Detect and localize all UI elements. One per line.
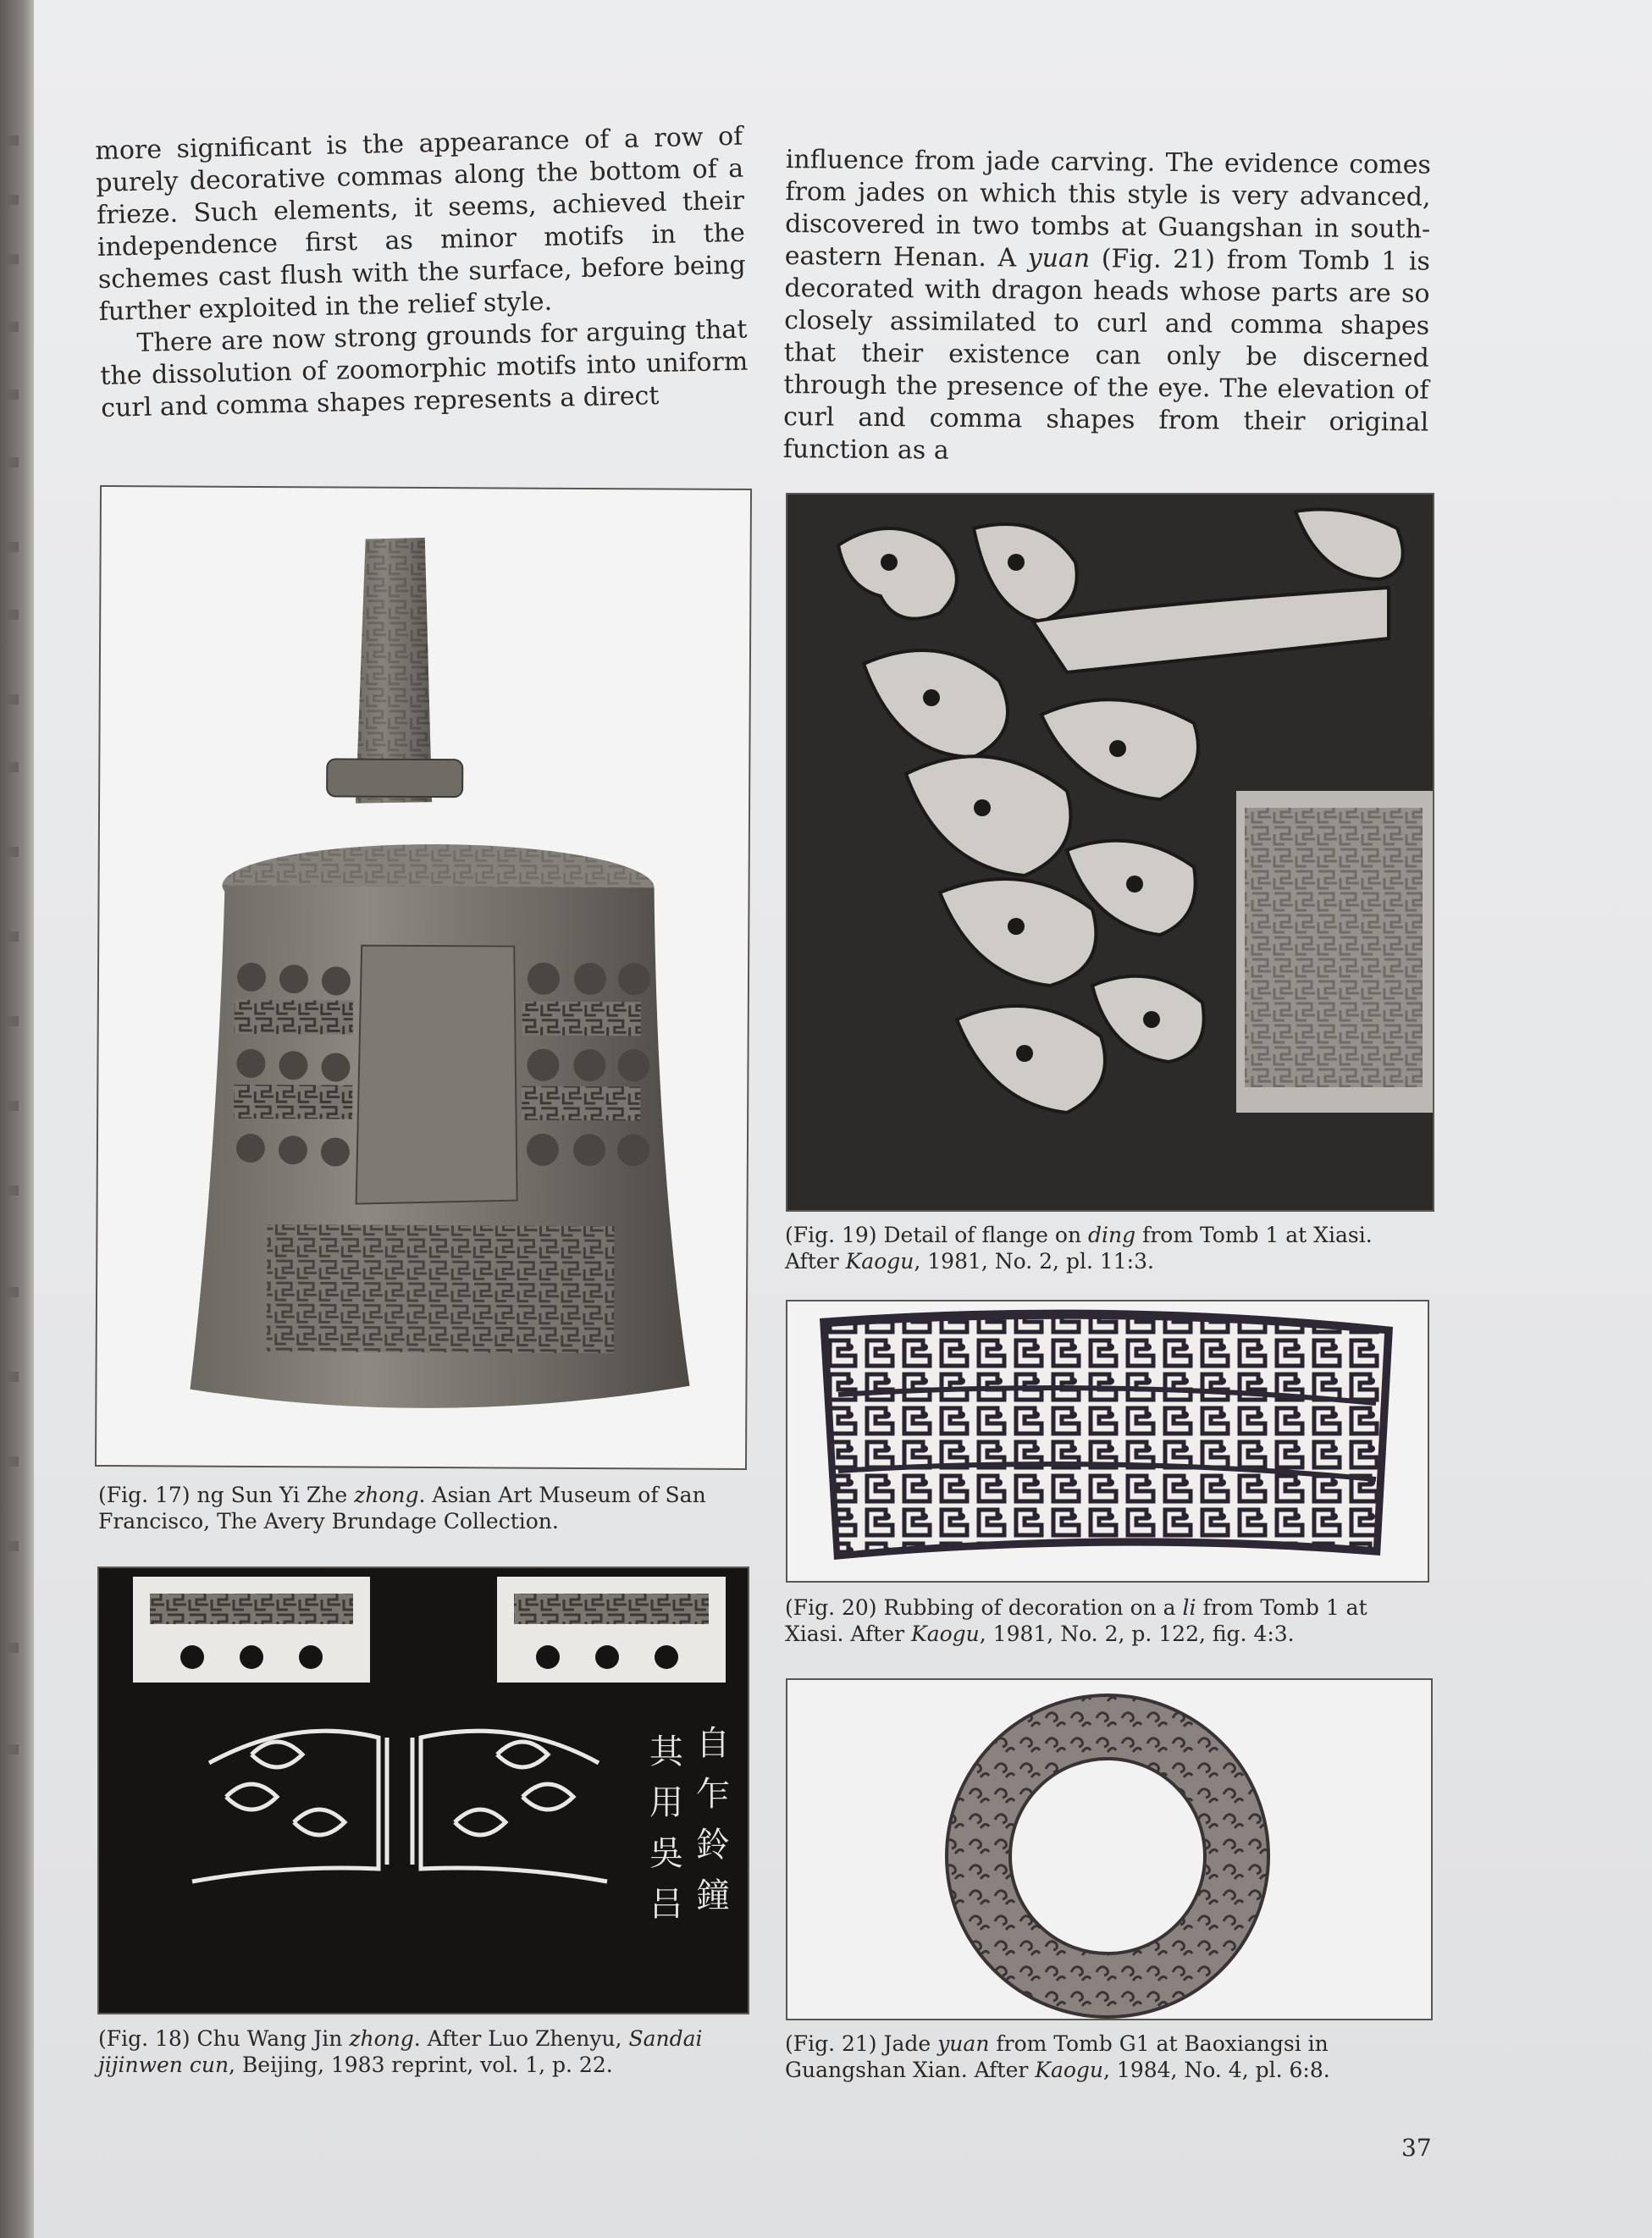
- fig19-frame: [786, 493, 1434, 1212]
- fig18-zhong-detail: [99, 1568, 748, 2013]
- inscription-char: 吳: [649, 1834, 683, 1873]
- fig19-caption: (Fig. 19) Detail of flange on ding from Tomb 1 at Xiasi. After Kaogu, 1981, No. 2, pl. 11:3.: [785, 1223, 1373, 1274]
- right-text-column: [783, 144, 1431, 472]
- fig21-frame: [786, 1678, 1433, 2020]
- bell-caption: (Fig. 17) ng Sun Yi Zhe zhong. Asian Art Museum of San Francisco, The Avery Brundage Collection.: [98, 1483, 706, 1533]
- left-text-column: [95, 121, 749, 425]
- zhong-bell-photo: [97, 487, 750, 1468]
- fig21-caption: (Fig. 21) Jade yuan from Tomb G1 at Baoxiangsi in Guangshan Xian. After Kaogu, 1984, No. 4, pl. 6:8.: [785, 2031, 1330, 2082]
- fig18-caption: (Fig. 18) Chu Wang Jin zhong. After Luo Zhenyu, Sandai jijinwen cun, Beijing, 1983 reprint, vol. 1, p. 22.: [98, 2026, 703, 2077]
- bell-photo-frame: [95, 485, 752, 1470]
- inscription-char: 用: [649, 1783, 683, 1822]
- right-paragraph: influence from jade carving. The evidence comes from jades on which this style is very advanced, discovered in two tombs at Guangshan in south-eastern Henan. A yuan (Fig. 21) from Tomb 1 is decorated with dragon heads whose parts are so closely assimilated to curl and comma shapes that their existence can only be discerned through the presence of the eye. The elevation of curl and comma shapes from their original function as a: [782, 144, 1431, 466]
- fig20-rubbing: [787, 1301, 1428, 1581]
- left-paragraph-2: There are now strong grounds for arguing that the dissolution of zoomorphic motifs into uniform curl and comma shapes represents a direct: [100, 314, 749, 423]
- fig21-jade-yuan: [787, 1680, 1431, 2019]
- fig20-frame: [786, 1300, 1429, 1583]
- inscription-char: 乍: [696, 1775, 730, 1814]
- inscription-char: 鐘: [696, 1876, 730, 1915]
- inscription-char: 其: [649, 1732, 683, 1771]
- fig19-flange-photo: [787, 495, 1433, 1210]
- book-gutter: [0, 0, 34, 2238]
- fig18-frame: [97, 1567, 749, 2014]
- left-paragraph-1: more significant is the appearance of a row of purely decorative commas along the bottom of a frieze. Such elements, it seems, achieved their independence first as minor motifs in the schemes cast flush with the surface, before being further exploited in the relief style.: [95, 121, 747, 327]
- page-number: 37: [1401, 2134, 1432, 2162]
- fig20-caption: (Fig. 20) Rubbing of decoration on a li from Tomb 1 at Xiasi. After Kaogu, 1981, No. 2, p. 122, fig. 4:3.: [785, 1595, 1367, 1646]
- inscription-char: 自: [696, 1724, 730, 1763]
- inscription-char: 吕: [649, 1885, 683, 1924]
- inscription-char: 鈴: [696, 1826, 730, 1865]
